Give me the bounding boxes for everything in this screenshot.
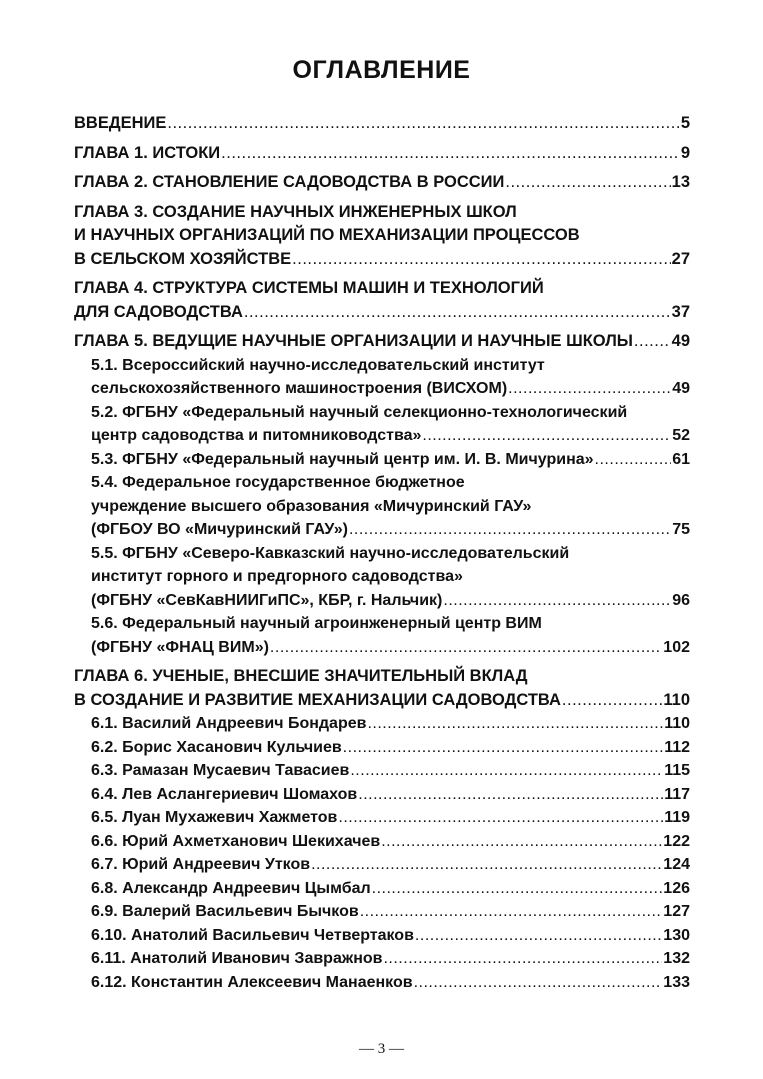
toc-entry-title-line: 6.5. Луан Мухажевич Хажметов bbox=[91, 809, 338, 826]
toc-section-entry bbox=[74, 542, 690, 613]
toc-page-number: 122 bbox=[663, 832, 690, 850]
toc-entry-title-line: 6.6. Юрий Ахметханович Шекихачев bbox=[91, 832, 381, 850]
toc-entry-last-line bbox=[91, 877, 690, 901]
toc-entry-last-line bbox=[91, 518, 690, 542]
toc-page-number: 110 bbox=[664, 715, 690, 732]
dot-leader bbox=[414, 971, 663, 995]
toc-page-number: 52 bbox=[672, 427, 690, 444]
toc-page-number: 37 bbox=[671, 302, 690, 321]
toc-page-number: 61 bbox=[672, 450, 690, 468]
toc-entry-title-line: 6.9. Валерий Васильевич Бычков bbox=[91, 903, 359, 920]
toc-section-entry bbox=[74, 830, 690, 854]
toc-entry-last-line bbox=[91, 589, 690, 613]
toc-section-entry bbox=[74, 471, 690, 542]
toc-entry-title-line: 5.5. ФГБНУ «Северо-Кавказский научно-исследовательский bbox=[91, 544, 570, 562]
toc-page-number: 49 bbox=[671, 332, 690, 350]
dot-leader bbox=[508, 377, 671, 401]
page-title: ОГЛАВЛЕНИЕ bbox=[292, 56, 471, 84]
toc-chapter-entry bbox=[74, 112, 690, 136]
toc-entry-last-line bbox=[91, 924, 690, 948]
toc-entry-title-line: (ФГБНУ «СевКавНИИГиПС», КБР, г. Нальчик) bbox=[91, 591, 443, 609]
dot-leader bbox=[634, 330, 671, 354]
dot-leader bbox=[338, 806, 663, 830]
toc-page-number: 102 bbox=[663, 638, 690, 656]
toc-page-number: 75 bbox=[672, 521, 690, 538]
toc-entry-title-line: ГЛАВА 4. СТРУКТУРА СИСТЕМЫ МАШИН И ТЕХНОЛОГИЙ bbox=[74, 279, 544, 297]
toc-section-entry bbox=[74, 448, 690, 472]
toc-section-entry bbox=[74, 759, 690, 783]
toc-entry-last-line bbox=[91, 806, 690, 830]
toc-chapter-entry bbox=[74, 201, 690, 272]
toc-entry-title-line: 6.10. Анатолий Васильевич Четвертаков bbox=[91, 926, 414, 944]
toc-entry-title-line: 6.11. Анатолий Иванович Завражнов bbox=[91, 950, 383, 967]
toc-entry-title-line: сельскохозяйственного машиностроения (ВИСХОМ) bbox=[91, 380, 508, 397]
toc-entry-last-line bbox=[91, 736, 690, 760]
toc-entry-last-line bbox=[74, 301, 690, 325]
toc-entry-last-line bbox=[91, 830, 690, 854]
toc-entry-title-line: (ФГБОУ ВО «Мичуринский ГАУ») bbox=[91, 521, 348, 538]
toc-entry-title-line: 5.1. Всероссийский научно-исследовательский институт bbox=[91, 356, 545, 374]
toc-entry-title-line: (ФГБНУ «ФНАЦ ВИМ») bbox=[91, 638, 269, 656]
dot-leader bbox=[381, 830, 662, 854]
toc-section-entry bbox=[74, 971, 690, 995]
toc-page-number: 27 bbox=[671, 249, 690, 268]
dot-leader bbox=[505, 171, 670, 195]
toc-entry-title-line: 5.4. Федеральное государственное бюджетное bbox=[91, 474, 465, 491]
toc-entry-last-line bbox=[91, 448, 690, 472]
toc-entry-title-line: 5.6. Федеральный научный агроинженерный центр ВИМ bbox=[91, 615, 542, 632]
toc-section-entry bbox=[74, 401, 690, 448]
toc-section-entry bbox=[74, 712, 690, 736]
toc-page-number: 130 bbox=[663, 926, 690, 944]
dot-leader bbox=[383, 947, 662, 971]
toc-chapter-entry bbox=[74, 142, 690, 166]
toc-entry-last-line bbox=[91, 783, 690, 807]
toc-entry-last-line bbox=[91, 900, 690, 924]
toc-section-entry bbox=[74, 853, 690, 877]
toc-page-number: 96 bbox=[672, 591, 690, 609]
dot-leader bbox=[343, 736, 664, 760]
table-of-contents bbox=[74, 112, 690, 994]
toc-page-number: 13 bbox=[671, 173, 690, 191]
toc-section-entry bbox=[74, 612, 690, 659]
toc-entry-title-line: 6.3. Рамазан Мусаевич Тавасиев bbox=[91, 762, 350, 779]
toc-page-number: 110 bbox=[663, 690, 690, 709]
toc-page-number: 112 bbox=[664, 738, 690, 756]
toc-page-number: 127 bbox=[663, 903, 690, 920]
dot-leader bbox=[350, 759, 663, 783]
toc-section-entry bbox=[74, 806, 690, 830]
toc-entry-title-line: ГЛАВА 5. ВЕДУЩИЕ НАУЧНЫЕ ОРГАНИЗАЦИИ И НАУЧНЫЕ ШКОЛЫ bbox=[74, 332, 633, 350]
toc-entry-title-line: 6.4. Лев Аслангериевич Шомахов bbox=[91, 785, 358, 803]
toc-entry-title-line: центр садоводства и питомниководства» bbox=[91, 427, 422, 444]
dot-leader bbox=[562, 689, 662, 713]
toc-entry-title-line: ГЛАВА 2. СТАНОВЛЕНИЕ САДОВОДСТВА В РОССИИ bbox=[74, 173, 505, 191]
toc-page-number: 117 bbox=[664, 785, 690, 803]
toc-entry-title-line: 6.1. Василий Андреевич Бондарев bbox=[91, 715, 367, 732]
toc-entry-title-line: 6.2. Борис Хасанович Кульчиев bbox=[91, 738, 342, 756]
toc-section-entry bbox=[74, 900, 690, 924]
dot-leader bbox=[372, 877, 663, 901]
toc-entry-last-line bbox=[91, 377, 690, 401]
toc-page-number: 133 bbox=[663, 973, 690, 991]
toc-entry-last-line bbox=[91, 853, 690, 877]
toc-page-number: 132 bbox=[663, 950, 690, 967]
toc-section-entry bbox=[74, 877, 690, 901]
toc-chapter-entry bbox=[74, 330, 690, 354]
toc-page-number: 9 bbox=[680, 143, 690, 162]
toc-entry-title-line: 6.12. Константин Алексеевич Манаенков bbox=[91, 973, 413, 991]
dot-leader bbox=[415, 924, 662, 948]
toc-entry-title-line: ГЛАВА 1. ИСТОКИ bbox=[74, 143, 221, 162]
dot-leader bbox=[292, 248, 670, 272]
toc-entry-last-line bbox=[74, 248, 690, 272]
toc-section-entry bbox=[74, 736, 690, 760]
toc-entry-last-line bbox=[74, 689, 690, 713]
toc-entry-last-line bbox=[91, 712, 690, 736]
dot-leader bbox=[595, 448, 672, 472]
toc-section-entry bbox=[74, 354, 690, 401]
dot-leader bbox=[167, 112, 679, 136]
toc-section-entry bbox=[74, 947, 690, 971]
toc-page-number: 5 bbox=[680, 114, 690, 132]
toc-page-number: 49 bbox=[672, 380, 690, 397]
toc-section-entry bbox=[74, 924, 690, 948]
toc-entry-title-line: учреждение высшего образования «Мичуринский ГАУ» bbox=[91, 497, 532, 515]
dot-leader bbox=[367, 712, 663, 736]
toc-entry-title-line: ГЛАВА 6. УЧЕНЫЕ, ВНЕСШИЕ ЗНАЧИТЕЛЬНЫЙ ВКЛАД bbox=[74, 667, 528, 685]
toc-entry-last-line bbox=[91, 947, 690, 971]
toc-chapter-entry bbox=[74, 277, 690, 324]
dot-leader bbox=[311, 853, 662, 877]
toc-entry-last-line bbox=[91, 759, 690, 783]
toc-entry-title-line: В СОЗДАНИЕ И РАЗВИТИЕ МЕХАНИЗАЦИИ САДОВОДСТВА bbox=[74, 690, 561, 709]
toc-entry-last-line bbox=[74, 112, 690, 136]
toc-page-number: 119 bbox=[664, 809, 690, 826]
toc-entry-title-line: И НАУЧНЫХ ОРГАНИЗАЦИЙ ПО МЕХАНИЗАЦИИ ПРОЦЕССОВ bbox=[74, 226, 580, 244]
toc-page-number: 124 bbox=[663, 856, 690, 873]
toc-entry-last-line bbox=[74, 171, 690, 195]
toc-entry-title-line: 6.8. Александр Андреевич Цымбал bbox=[91, 879, 371, 897]
dot-leader bbox=[443, 589, 671, 613]
toc-entry-title-line: ДЛЯ САДОВОДСТВА bbox=[74, 302, 243, 321]
toc-entry-title-line: 5.3. ФГБНУ «Федеральный научный центр им. И. В. Мичурина» bbox=[91, 450, 594, 468]
toc-page-number: 126 bbox=[663, 879, 690, 897]
dot-leader bbox=[244, 301, 671, 325]
toc-entry-title-line: институт горного и предгорного садоводства» bbox=[91, 568, 463, 585]
dot-leader bbox=[349, 518, 671, 542]
toc-entry-title-line: В СЕЛЬСКОМ ХОЗЯЙСТВЕ bbox=[74, 249, 292, 268]
toc-entry-title-line: ВВЕДЕНИЕ bbox=[74, 114, 167, 132]
dot-leader bbox=[360, 900, 663, 924]
toc-entry-last-line bbox=[74, 142, 690, 166]
toc-chapter-entry bbox=[74, 665, 690, 712]
toc-entry-last-line bbox=[91, 424, 690, 448]
toc-section-entry bbox=[74, 783, 690, 807]
page-number: — 3 — bbox=[359, 1041, 404, 1057]
toc-entry-title-line: 6.7. Юрий Андреевич Утков bbox=[91, 856, 311, 873]
toc-chapter-entry bbox=[74, 171, 690, 195]
toc-entry-last-line bbox=[74, 330, 690, 354]
toc-page-number: 115 bbox=[664, 762, 690, 779]
toc-entry-last-line bbox=[91, 971, 690, 995]
dot-leader bbox=[221, 142, 680, 166]
toc-entry-last-line bbox=[91, 636, 690, 660]
toc-entry-title-line: ГЛАВА 3. СОЗДАНИЕ НАУЧНЫХ ИНЖЕНЕРНЫХ ШКОЛ bbox=[74, 202, 517, 221]
dot-leader bbox=[358, 783, 663, 807]
dot-leader bbox=[422, 424, 671, 448]
dot-leader bbox=[270, 636, 662, 660]
toc-entry-title-line: 5.2. ФГБНУ «Федеральный научный селекционно-технологический bbox=[91, 403, 628, 421]
